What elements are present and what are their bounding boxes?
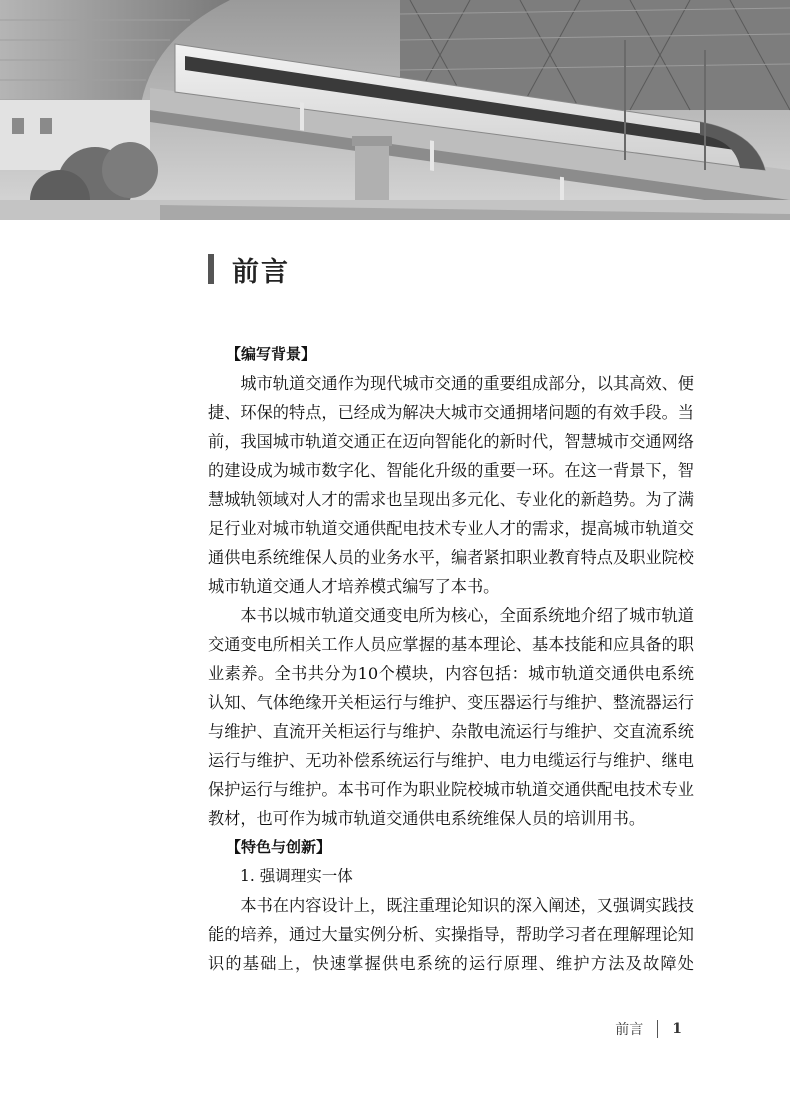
preface-body xyxy=(208,340,694,978)
chapter-title: 前言 xyxy=(232,256,290,288)
rail-train-illustration xyxy=(0,0,790,220)
feature-1-title: 1. 强调理实一体 xyxy=(240,867,353,885)
section-heading-background: 【编写背景】 xyxy=(226,345,317,363)
paragraph-background-2: 本书以城市轨道交通变电所为核心，全面系统地介绍了城市轨道交通变电所相关工作人员应掌握的基本理论、基本技能和应具备的职业素养。全书共分为10个模块，内容包括：城市轨道交通供电系统认知、气体绝缘开关柜运行与维护、变压器运行与维护、整流器运行与维护、直流开关柜运行与维护、杂散电流运行与维护、交直流系统运行与维护、无功补偿系统运行与维护、电力电缆运行与维护、继电保护运行与维护。本书可作为职业院校城市轨道交通供配电技术专业教材，也可作为城市轨道交通供电系统维保人员的培训用书。 xyxy=(208,606,694,828)
page-number: 1 xyxy=(672,1021,682,1037)
footer-section-label: 前言 xyxy=(615,1022,644,1038)
section-heading-features: 【特色与创新】 xyxy=(226,838,332,856)
title-accent-bar xyxy=(208,254,214,284)
paragraph-background-1: 城市轨道交通作为现代城市交通的重要组成部分，以其高效、便捷、环保的特点，已经成为解决大城市交通拥堵问题的有效手段。当前，我国城市轨道交通正在迈向智能化的新时代，智慧城市交通网络的建设成为城市数字化、智能化升级的重要一环。在这一背景下，智慧城轨领域对人才的需求也呈现出多元化、专业化的新趋势。为了满足行业对城市轨道交通供配电技术专业人才的需求，提高城市轨道交通供电系统维保人员的业务水平，编者紧扣职业教育特点及职业院校城市轨道交通人才培养模式编写了本书。 xyxy=(208,374,694,596)
chapter-heading xyxy=(208,252,290,286)
header-photo xyxy=(0,0,790,220)
page-footer xyxy=(615,1018,682,1040)
footer-divider xyxy=(657,1020,658,1038)
paragraph-feature-1: 本书在内容设计上，既注重理论知识的深入阐述，又强调实践技能的培养，通过大量实例分析、实操指导，帮助学习者在理解理论知识的基础上，快速掌握供电系统的运行原理、维护方法及故障处 xyxy=(208,896,694,973)
